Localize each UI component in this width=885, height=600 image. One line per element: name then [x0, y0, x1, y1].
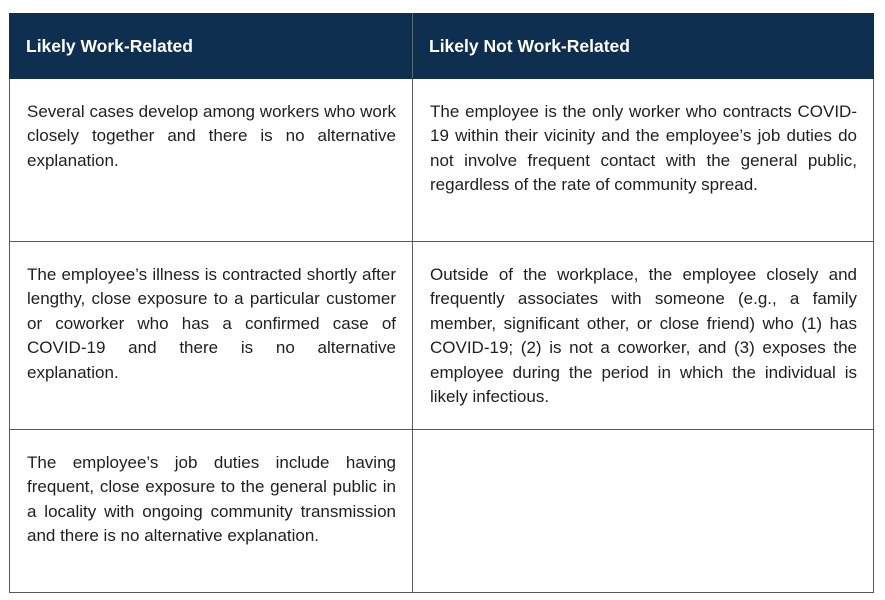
header-likely-not-work-related: Likely Not Work-Related [413, 14, 874, 79]
table-cell-empty [413, 430, 874, 593]
table-header-row [10, 14, 874, 79]
table-row [10, 242, 874, 430]
table-row [10, 79, 874, 242]
table-cell: The employee’s illness is contracted shortly after lengthy, close exposure to a particular customer or coworker who has a confirmed case of COVID-19 and there is no alternative explanation. [10, 242, 413, 430]
table-cell: Several cases develop among workers who work closely together and there is no alternative explanation. [10, 79, 413, 242]
table-cell: Outside of the workplace, the employee closely and frequently associates with someone (e.g., a family member, significant other, or close friend) who (1) has COVID-19; (2) is not a coworker, and (3) exposes the employee during the period in which the individual is likely infectious. [413, 242, 874, 430]
table-cell: The employee is the only worker who contracts COVID-19 within their vicinity and the employee’s job duties do not involve frequent contact with the general public, regardless of the rate of community spread. [413, 79, 874, 242]
header-likely-work-related: Likely Work-Related [10, 14, 413, 79]
work-relatedness-table [9, 13, 874, 593]
table-cell: The employee’s job duties include having frequent, close exposure to the general public in a locality with ongoing community transmission and there is no alternative explanation. [10, 430, 413, 593]
table-row [10, 430, 874, 593]
